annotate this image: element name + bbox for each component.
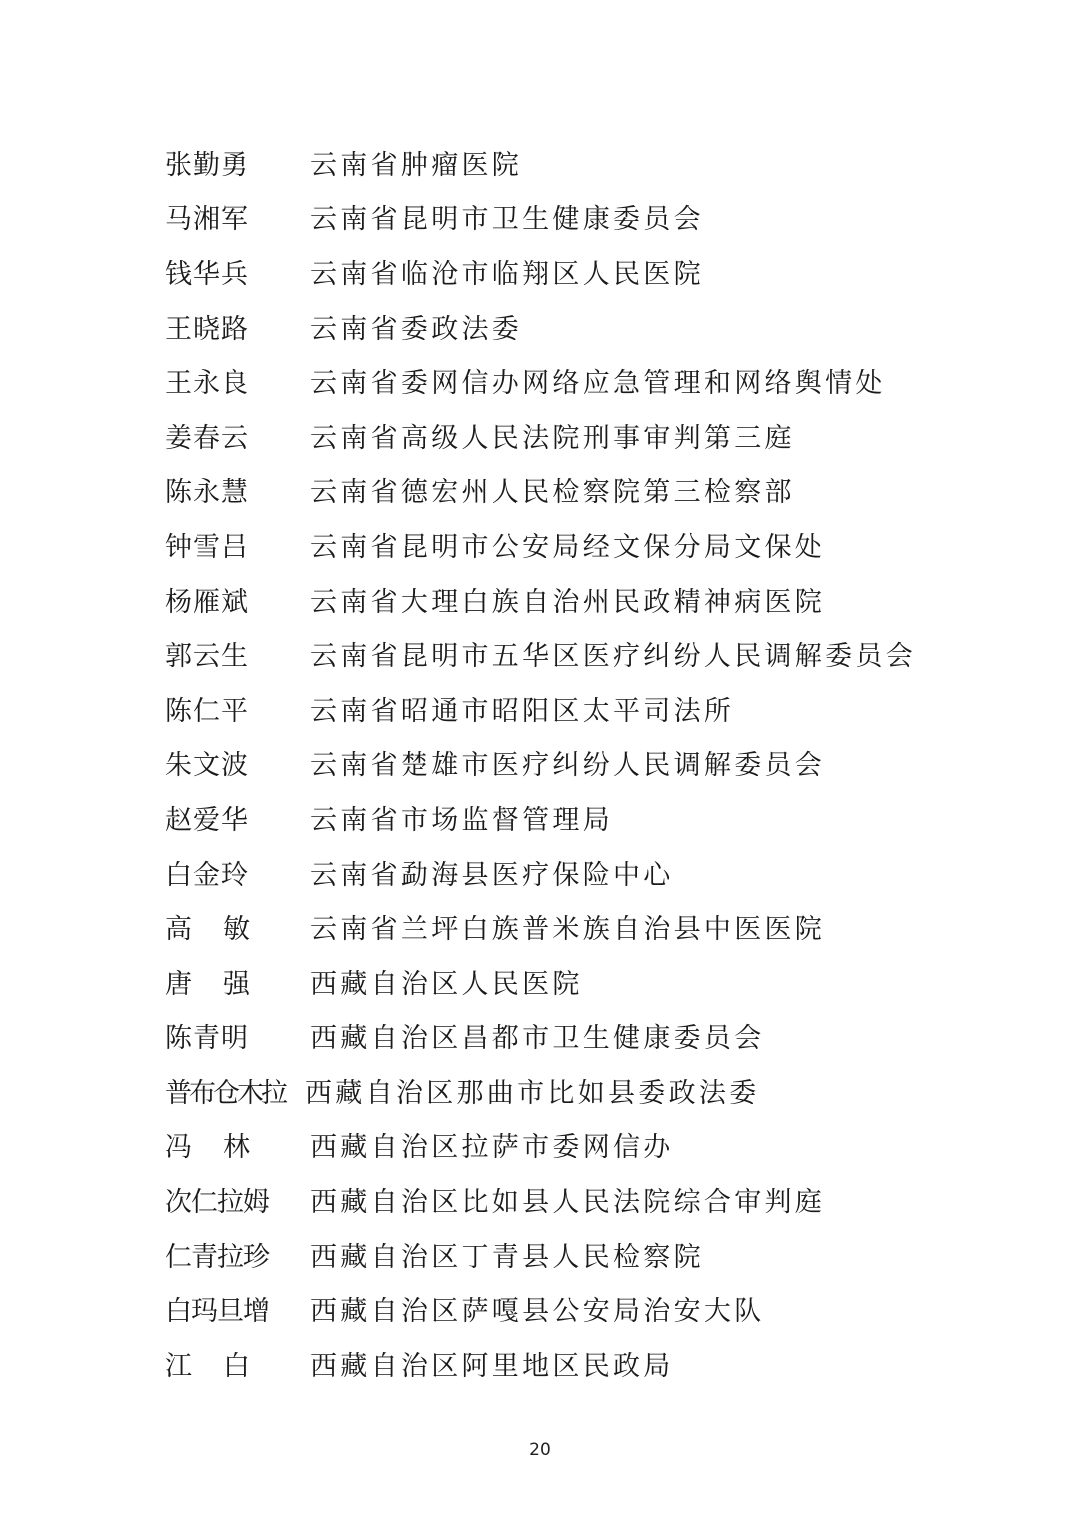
person-name: 江白 bbox=[165, 1350, 281, 1382]
person-name: 马湘军 bbox=[165, 204, 249, 236]
organization: 西藏自治区比如县人民法院综合审判庭 bbox=[310, 1187, 826, 1219]
page-number: 20 bbox=[529, 1440, 551, 1460]
list-item bbox=[165, 299, 925, 354]
person-name: 唐强 bbox=[165, 968, 281, 1000]
organization: 云南省昆明市公安局经文保分局文保处 bbox=[310, 531, 826, 563]
organization: 云南省市场监督管理局 bbox=[310, 804, 613, 836]
organization: 云南省委网信办网络应急管理和网络舆情处 bbox=[310, 368, 886, 400]
list-item bbox=[165, 845, 925, 900]
person-name: 陈永慧 bbox=[165, 477, 249, 509]
organization: 云南省楚雄市医疗纠纷人民调解委员会 bbox=[310, 750, 826, 782]
list-item bbox=[165, 1227, 925, 1282]
organization: 云南省肿瘤医院 bbox=[310, 149, 523, 181]
person-name: 次仁拉姆 bbox=[165, 1187, 269, 1219]
list-item bbox=[165, 899, 925, 954]
list-item bbox=[165, 1281, 925, 1336]
person-name: 王晓路 bbox=[165, 313, 249, 345]
person-name: 冯林 bbox=[165, 1132, 281, 1164]
organization: 西藏自治区阿里地区民政局 bbox=[310, 1350, 674, 1382]
person-name: 仁青拉珍 bbox=[165, 1241, 269, 1273]
list-item bbox=[165, 1336, 925, 1391]
organization: 云南省昆明市卫生健康委员会 bbox=[310, 204, 704, 236]
person-name: 白金玲 bbox=[165, 859, 249, 891]
list-item bbox=[165, 353, 925, 408]
organization: 云南省兰坪白族普米族自治县中医医院 bbox=[310, 914, 826, 946]
organization: 西藏自治区丁青县人民检察院 bbox=[310, 1241, 704, 1273]
organization: 云南省德宏州人民检察院第三检察部 bbox=[310, 477, 795, 509]
person-name: 王永良 bbox=[165, 368, 249, 400]
person-name: 陈仁平 bbox=[165, 695, 249, 727]
list-item bbox=[165, 190, 925, 245]
list-item bbox=[165, 572, 925, 627]
organization: 西藏自治区那曲市比如县委政法委 bbox=[305, 1077, 760, 1109]
person-name: 张勤勇 bbox=[165, 149, 249, 181]
organization: 云南省勐海县医疗保险中心 bbox=[310, 859, 674, 891]
person-name: 郭云生 bbox=[165, 641, 249, 673]
person-name: 杨雁斌 bbox=[165, 586, 249, 618]
person-name: 陈青明 bbox=[165, 1023, 249, 1055]
list-item bbox=[165, 736, 925, 791]
list-item bbox=[165, 1063, 925, 1118]
list-item bbox=[165, 463, 925, 518]
person-name: 赵爱华 bbox=[165, 804, 249, 836]
organization: 西藏自治区人民医院 bbox=[310, 968, 583, 1000]
list-item bbox=[165, 135, 925, 190]
person-name: 钟雪吕 bbox=[165, 531, 249, 563]
organization: 云南省昭通市昭阳区太平司法所 bbox=[310, 695, 735, 727]
organization: 云南省昆明市五华区医疗纠纷人民调解委员会 bbox=[310, 641, 916, 673]
organization: 西藏自治区昌都市卫生健康委员会 bbox=[310, 1023, 765, 1055]
list-item bbox=[165, 408, 925, 463]
list-item bbox=[165, 790, 925, 845]
person-name: 普布仓木拉 bbox=[165, 1077, 285, 1109]
list-item bbox=[165, 626, 925, 681]
organization: 云南省委政法委 bbox=[310, 313, 523, 345]
organization: 西藏自治区拉萨市委网信办 bbox=[310, 1132, 674, 1164]
person-name: 白玛旦增 bbox=[165, 1296, 269, 1328]
list-item bbox=[165, 1009, 925, 1064]
organization: 云南省临沧市临翔区人民医院 bbox=[310, 258, 704, 290]
list-item bbox=[165, 517, 925, 572]
organization: 西藏自治区萨嘎县公安局治安大队 bbox=[310, 1296, 765, 1328]
list-item bbox=[165, 244, 925, 299]
list-item bbox=[165, 681, 925, 736]
list-item bbox=[165, 954, 925, 1009]
name-list bbox=[165, 135, 925, 1391]
person-name: 高敏 bbox=[165, 914, 281, 946]
person-name: 姜春云 bbox=[165, 422, 249, 454]
person-name: 钱华兵 bbox=[165, 258, 249, 290]
list-item bbox=[165, 1172, 925, 1227]
organization: 云南省大理白族自治州民政精神病医院 bbox=[310, 586, 826, 618]
person-name: 朱文波 bbox=[165, 750, 249, 782]
list-item bbox=[165, 1118, 925, 1173]
organization: 云南省高级人民法院刑事审判第三庭 bbox=[310, 422, 795, 454]
